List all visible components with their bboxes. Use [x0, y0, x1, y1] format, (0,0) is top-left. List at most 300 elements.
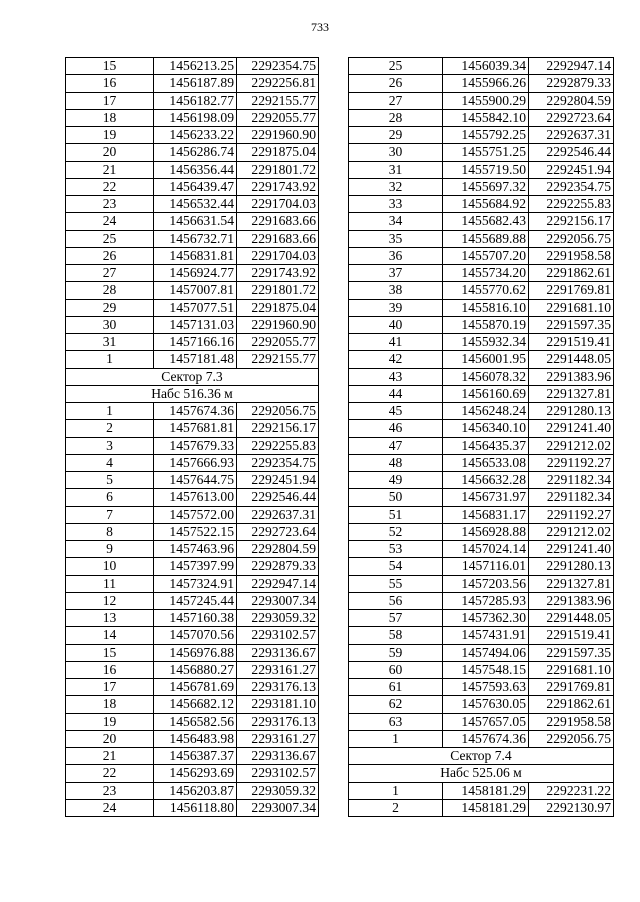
- y-coordinate-cell: 2293136.67: [237, 644, 319, 661]
- table-row: [66, 799, 319, 816]
- table-row: [349, 144, 614, 161]
- y-coordinate-cell: 2291801.72: [237, 161, 319, 178]
- x-coordinate-cell: 1456187.89: [154, 75, 237, 92]
- point-number-cell: 1: [66, 351, 154, 368]
- x-coordinate-cell: 1457245.44: [154, 592, 237, 609]
- point-number-cell: 27: [66, 265, 154, 282]
- point-number-cell: 5: [66, 472, 154, 489]
- x-coordinate-cell: 1455751.25: [443, 144, 529, 161]
- table-row: [349, 213, 614, 230]
- y-coordinate-cell: 2291704.03: [237, 247, 319, 264]
- x-coordinate-cell: 1455842.10: [443, 109, 529, 126]
- x-coordinate-cell: 1455734.20: [443, 265, 529, 282]
- y-coordinate-cell: 2292056.75: [529, 730, 614, 747]
- point-number-cell: 20: [66, 730, 154, 747]
- table-row: [349, 58, 614, 75]
- x-coordinate-cell: 1456976.88: [154, 644, 237, 661]
- point-number-cell: 36: [349, 247, 443, 264]
- y-coordinate-cell: 2291801.72: [237, 282, 319, 299]
- y-coordinate-cell: 2291192.27: [529, 454, 614, 471]
- y-coordinate-cell: 2293161.27: [237, 661, 319, 678]
- x-coordinate-cell: 1455684.92: [443, 196, 529, 213]
- point-number-cell: 53: [349, 541, 443, 558]
- table-row: [349, 610, 614, 627]
- table-row: [66, 230, 319, 247]
- y-coordinate-cell: 2293161.27: [237, 730, 319, 747]
- y-coordinate-cell: 2291862.61: [529, 696, 614, 713]
- table-row: [349, 92, 614, 109]
- y-coordinate-cell: 2292451.94: [237, 472, 319, 489]
- table-row: [66, 92, 319, 109]
- table-row: [349, 713, 614, 730]
- point-number-cell: 41: [349, 334, 443, 351]
- table-row: [349, 558, 614, 575]
- y-coordinate-cell: 2292947.14: [237, 575, 319, 592]
- x-coordinate-cell: 1457630.05: [443, 696, 529, 713]
- sector-elevation: Набс 525.06 м: [349, 765, 614, 782]
- point-number-cell: 4: [66, 454, 154, 471]
- table-row: [66, 75, 319, 92]
- coordinates-table-left: [65, 57, 319, 817]
- y-coordinate-cell: 2291448.05: [529, 610, 614, 627]
- x-coordinate-cell: 1457203.56: [443, 575, 529, 592]
- point-number-cell: 39: [349, 299, 443, 316]
- point-number-cell: 25: [66, 230, 154, 247]
- point-number-cell: 15: [66, 644, 154, 661]
- y-coordinate-cell: 2291212.02: [529, 437, 614, 454]
- y-coordinate-cell: 2292804.59: [529, 92, 614, 109]
- y-coordinate-cell: 2291681.10: [529, 661, 614, 678]
- x-coordinate-cell: 1457674.36: [154, 403, 237, 420]
- table-row: [349, 523, 614, 540]
- table-row: [66, 265, 319, 282]
- table-row: [349, 351, 614, 368]
- y-coordinate-cell: 2291519.41: [529, 334, 614, 351]
- table-row: [66, 472, 319, 489]
- point-number-cell: 25: [349, 58, 443, 75]
- x-coordinate-cell: 1456435.37: [443, 437, 529, 454]
- y-coordinate-cell: 2292354.75: [237, 454, 319, 471]
- x-coordinate-cell: 1456356.44: [154, 161, 237, 178]
- point-number-cell: 58: [349, 627, 443, 644]
- point-number-cell: 33: [349, 196, 443, 213]
- table-row: [66, 575, 319, 592]
- x-coordinate-cell: 1457285.93: [443, 592, 529, 609]
- x-coordinate-cell: 1457674.36: [443, 730, 529, 747]
- y-coordinate-cell: 2292130.97: [529, 799, 614, 816]
- table-row: [349, 437, 614, 454]
- table-row: [66, 334, 319, 351]
- y-coordinate-cell: 2291683.66: [237, 230, 319, 247]
- point-number-cell: 35: [349, 230, 443, 247]
- x-coordinate-cell: 1457494.06: [443, 644, 529, 661]
- sector-title: Сектор 7.3: [66, 368, 319, 385]
- y-coordinate-cell: 2291960.90: [237, 316, 319, 333]
- table-row: [66, 644, 319, 661]
- y-coordinate-cell: 2292354.75: [529, 178, 614, 195]
- y-coordinate-cell: 2292723.64: [529, 109, 614, 126]
- table-row: [66, 489, 319, 506]
- table-row: [66, 316, 319, 333]
- table-row: [66, 109, 319, 126]
- x-coordinate-cell: 1456078.32: [443, 368, 529, 385]
- x-coordinate-cell: 1456160.69: [443, 385, 529, 402]
- y-coordinate-cell: 2291769.81: [529, 679, 614, 696]
- table-row: [349, 782, 614, 799]
- table-row: [349, 230, 614, 247]
- x-coordinate-cell: 1456731.97: [443, 489, 529, 506]
- x-coordinate-cell: 1456340.10: [443, 420, 529, 437]
- y-coordinate-cell: 2291241.40: [529, 541, 614, 558]
- x-coordinate-cell: 1455816.10: [443, 299, 529, 316]
- table-row: [349, 661, 614, 678]
- y-coordinate-cell: 2291681.10: [529, 299, 614, 316]
- point-number-cell: 32: [349, 178, 443, 195]
- y-coordinate-cell: 2291192.27: [529, 506, 614, 523]
- point-number-cell: 22: [66, 765, 154, 782]
- point-number-cell: 29: [66, 299, 154, 316]
- table-row: [66, 523, 319, 540]
- x-coordinate-cell: 1456924.77: [154, 265, 237, 282]
- x-coordinate-cell: 1456233.22: [154, 127, 237, 144]
- table-row: [66, 713, 319, 730]
- point-number-cell: 15: [66, 58, 154, 75]
- x-coordinate-cell: 1456732.71: [154, 230, 237, 247]
- point-number-cell: 2: [349, 799, 443, 816]
- y-coordinate-cell: 2291960.90: [237, 127, 319, 144]
- x-coordinate-cell: 1457160.38: [154, 610, 237, 627]
- table-row: [349, 506, 614, 523]
- y-coordinate-cell: 2291704.03: [237, 196, 319, 213]
- table-row: [66, 679, 319, 696]
- point-number-cell: 18: [66, 696, 154, 713]
- x-coordinate-cell: 1456928.88: [443, 523, 529, 540]
- table-row: [349, 368, 614, 385]
- x-coordinate-cell: 1456483.98: [154, 730, 237, 747]
- x-coordinate-cell: 1457572.00: [154, 506, 237, 523]
- x-coordinate-cell: 1457181.48: [154, 351, 237, 368]
- x-coordinate-cell: 1456248.24: [443, 403, 529, 420]
- y-coordinate-cell: 2291862.61: [529, 265, 614, 282]
- point-number-cell: 62: [349, 696, 443, 713]
- point-number-cell: 12: [66, 592, 154, 609]
- x-coordinate-cell: 1457324.91: [154, 575, 237, 592]
- x-coordinate-cell: 1457593.63: [443, 679, 529, 696]
- point-number-cell: 23: [66, 782, 154, 799]
- point-number-cell: 26: [66, 247, 154, 264]
- point-number-cell: 29: [349, 127, 443, 144]
- x-coordinate-cell: 1456387.37: [154, 748, 237, 765]
- x-coordinate-cell: 1456582.56: [154, 713, 237, 730]
- y-coordinate-cell: 2291743.92: [237, 178, 319, 195]
- y-coordinate-cell: 2291280.13: [529, 403, 614, 420]
- y-coordinate-cell: 2292804.59: [237, 541, 319, 558]
- sector-header-row: [66, 385, 319, 402]
- x-coordinate-cell: 1457681.81: [154, 420, 237, 437]
- x-coordinate-cell: 1455770.62: [443, 282, 529, 299]
- table-row: [349, 541, 614, 558]
- x-coordinate-cell: 1456631.54: [154, 213, 237, 230]
- point-number-cell: 47: [349, 437, 443, 454]
- sector-elevation: Набс 516.36 м: [66, 385, 319, 402]
- point-number-cell: 61: [349, 679, 443, 696]
- x-coordinate-cell: 1456203.87: [154, 782, 237, 799]
- x-coordinate-cell: 1456293.69: [154, 765, 237, 782]
- point-number-cell: 6: [66, 489, 154, 506]
- sector-header-row: [349, 748, 614, 765]
- x-coordinate-cell: 1456198.09: [154, 109, 237, 126]
- table-row: [66, 765, 319, 782]
- table-row: [349, 799, 614, 816]
- point-number-cell: 45: [349, 403, 443, 420]
- y-coordinate-cell: 2293007.34: [237, 592, 319, 609]
- y-coordinate-cell: 2293176.13: [237, 713, 319, 730]
- table-row: [66, 420, 319, 437]
- y-coordinate-cell: 2293136.67: [237, 748, 319, 765]
- x-coordinate-cell: 1458181.29: [443, 782, 529, 799]
- table-row: [66, 127, 319, 144]
- table-row: [66, 454, 319, 471]
- table-row: [349, 109, 614, 126]
- x-coordinate-cell: 1457131.03: [154, 316, 237, 333]
- table-row: [66, 213, 319, 230]
- x-coordinate-cell: 1457024.14: [443, 541, 529, 558]
- x-coordinate-cell: 1455707.20: [443, 247, 529, 264]
- point-number-cell: 42: [349, 351, 443, 368]
- y-coordinate-cell: 2292056.75: [529, 230, 614, 247]
- y-coordinate-cell: 2291383.96: [529, 592, 614, 609]
- table-row: [66, 247, 319, 264]
- y-coordinate-cell: 2293059.32: [237, 610, 319, 627]
- y-coordinate-cell: 2292055.77: [237, 334, 319, 351]
- point-number-cell: 21: [66, 161, 154, 178]
- table-row: [349, 316, 614, 333]
- table-row: [349, 592, 614, 609]
- table-row: [66, 351, 319, 368]
- x-coordinate-cell: 1456182.77: [154, 92, 237, 109]
- y-coordinate-cell: 2291383.96: [529, 368, 614, 385]
- y-coordinate-cell: 2293102.57: [237, 765, 319, 782]
- table-row: [349, 696, 614, 713]
- y-coordinate-cell: 2293176.13: [237, 679, 319, 696]
- table-row: [66, 592, 319, 609]
- point-number-cell: 56: [349, 592, 443, 609]
- table-row: [349, 299, 614, 316]
- table-row: [66, 437, 319, 454]
- y-coordinate-cell: 2292156.17: [237, 420, 319, 437]
- table-row: [66, 610, 319, 627]
- x-coordinate-cell: 1455697.32: [443, 178, 529, 195]
- x-coordinate-cell: 1456682.12: [154, 696, 237, 713]
- y-coordinate-cell: 2292155.77: [237, 351, 319, 368]
- table-row: [349, 420, 614, 437]
- x-coordinate-cell: 1456781.69: [154, 679, 237, 696]
- point-number-cell: 48: [349, 454, 443, 471]
- y-coordinate-cell: 2292155.77: [237, 92, 319, 109]
- sector-header-row: [66, 368, 319, 385]
- table-row: [66, 299, 319, 316]
- point-number-cell: 30: [349, 144, 443, 161]
- x-coordinate-cell: 1457116.01: [443, 558, 529, 575]
- table-row: [66, 661, 319, 678]
- x-coordinate-cell: 1456532.44: [154, 196, 237, 213]
- y-coordinate-cell: 2291280.13: [529, 558, 614, 575]
- table-row: [349, 679, 614, 696]
- table-row: [349, 489, 614, 506]
- y-coordinate-cell: 2291448.05: [529, 351, 614, 368]
- table-row: [66, 541, 319, 558]
- x-coordinate-cell: 1457007.81: [154, 282, 237, 299]
- point-number-cell: 22: [66, 178, 154, 195]
- point-number-cell: 16: [66, 661, 154, 678]
- point-number-cell: 17: [66, 92, 154, 109]
- x-coordinate-cell: 1457463.96: [154, 541, 237, 558]
- point-number-cell: 19: [66, 713, 154, 730]
- point-number-cell: 14: [66, 627, 154, 644]
- y-coordinate-cell: 2292879.33: [529, 75, 614, 92]
- table-row: [349, 265, 614, 282]
- point-number-cell: 10: [66, 558, 154, 575]
- point-number-cell: 21: [66, 748, 154, 765]
- y-coordinate-cell: 2292156.17: [529, 213, 614, 230]
- y-coordinate-cell: 2291597.35: [529, 316, 614, 333]
- point-number-cell: 43: [349, 368, 443, 385]
- point-number-cell: 63: [349, 713, 443, 730]
- point-number-cell: 16: [66, 75, 154, 92]
- x-coordinate-cell: 1456880.27: [154, 661, 237, 678]
- y-coordinate-cell: 2291327.81: [529, 385, 614, 402]
- point-number-cell: 11: [66, 575, 154, 592]
- point-number-cell: 37: [349, 265, 443, 282]
- point-number-cell: 7: [66, 506, 154, 523]
- x-coordinate-cell: 1457077.51: [154, 299, 237, 316]
- point-number-cell: 1: [349, 782, 443, 799]
- x-coordinate-cell: 1455682.43: [443, 213, 529, 230]
- coordinates-table-right: [348, 57, 614, 817]
- table-row: [66, 748, 319, 765]
- point-number-cell: 54: [349, 558, 443, 575]
- y-coordinate-cell: 2291182.34: [529, 472, 614, 489]
- y-coordinate-cell: 2291743.92: [237, 265, 319, 282]
- point-number-cell: 30: [66, 316, 154, 333]
- table-row: [349, 334, 614, 351]
- y-coordinate-cell: 2292055.77: [237, 109, 319, 126]
- x-coordinate-cell: 1455870.19: [443, 316, 529, 333]
- point-number-cell: 28: [349, 109, 443, 126]
- x-coordinate-cell: 1457166.16: [154, 334, 237, 351]
- point-number-cell: 60: [349, 661, 443, 678]
- point-number-cell: 28: [66, 282, 154, 299]
- y-coordinate-cell: 2291769.81: [529, 282, 614, 299]
- y-coordinate-cell: 2292255.83: [237, 437, 319, 454]
- y-coordinate-cell: 2291182.34: [529, 489, 614, 506]
- point-number-cell: 34: [349, 213, 443, 230]
- point-number-cell: 2: [66, 420, 154, 437]
- y-coordinate-cell: 2292947.14: [529, 58, 614, 75]
- x-coordinate-cell: 1456632.28: [443, 472, 529, 489]
- point-number-cell: 17: [66, 679, 154, 696]
- x-coordinate-cell: 1456286.74: [154, 144, 237, 161]
- page-number: 733: [311, 20, 329, 34]
- y-coordinate-cell: 2291519.41: [529, 627, 614, 644]
- x-coordinate-cell: 1455719.50: [443, 161, 529, 178]
- table-row: [349, 178, 614, 195]
- table-row: [66, 730, 319, 747]
- table-row: [349, 196, 614, 213]
- table-row: [66, 58, 319, 75]
- point-number-cell: 40: [349, 316, 443, 333]
- y-coordinate-cell: 2292723.64: [237, 523, 319, 540]
- point-number-cell: 52: [349, 523, 443, 540]
- y-coordinate-cell: 2291875.04: [237, 299, 319, 316]
- x-coordinate-cell: 1457431.91: [443, 627, 529, 644]
- table-row: [349, 403, 614, 420]
- x-coordinate-cell: 1457657.05: [443, 713, 529, 730]
- y-coordinate-cell: 2291241.40: [529, 420, 614, 437]
- x-coordinate-cell: 1456118.80: [154, 799, 237, 816]
- table-row: [66, 161, 319, 178]
- x-coordinate-cell: 1457644.75: [154, 472, 237, 489]
- point-number-cell: 23: [66, 196, 154, 213]
- x-coordinate-cell: 1455792.25: [443, 127, 529, 144]
- y-coordinate-cell: 2291212.02: [529, 523, 614, 540]
- y-coordinate-cell: 2292056.75: [237, 403, 319, 420]
- point-number-cell: 46: [349, 420, 443, 437]
- y-coordinate-cell: 2292354.75: [237, 58, 319, 75]
- table-row: [349, 127, 614, 144]
- table-row: [349, 575, 614, 592]
- table-row: [66, 144, 319, 161]
- y-coordinate-cell: 2291958.58: [529, 713, 614, 730]
- point-number-cell: 9: [66, 541, 154, 558]
- x-coordinate-cell: 1456831.17: [443, 506, 529, 523]
- point-number-cell: 55: [349, 575, 443, 592]
- table-row: [349, 627, 614, 644]
- x-coordinate-cell: 1456831.81: [154, 247, 237, 264]
- table-row: [349, 472, 614, 489]
- table-row: [66, 696, 319, 713]
- y-coordinate-cell: 2293181.10: [237, 696, 319, 713]
- point-number-cell: 57: [349, 610, 443, 627]
- table-row: [66, 506, 319, 523]
- x-coordinate-cell: 1456001.95: [443, 351, 529, 368]
- x-coordinate-cell: 1457070.56: [154, 627, 237, 644]
- table-row: [349, 730, 614, 747]
- x-coordinate-cell: 1457362.30: [443, 610, 529, 627]
- x-coordinate-cell: 1456213.25: [154, 58, 237, 75]
- y-coordinate-cell: 2292546.44: [529, 144, 614, 161]
- table-row: [66, 196, 319, 213]
- point-number-cell: 31: [66, 334, 154, 351]
- table-row: [349, 247, 614, 264]
- table-row: [66, 403, 319, 420]
- y-coordinate-cell: 2293007.34: [237, 799, 319, 816]
- x-coordinate-cell: 1457397.99: [154, 558, 237, 575]
- x-coordinate-cell: 1455966.26: [443, 75, 529, 92]
- y-coordinate-cell: 2292256.81: [237, 75, 319, 92]
- point-number-cell: 44: [349, 385, 443, 402]
- point-number-cell: 1: [349, 730, 443, 747]
- table-row: [349, 454, 614, 471]
- y-coordinate-cell: 2292451.94: [529, 161, 614, 178]
- table-row: [349, 385, 614, 402]
- table-row: [349, 282, 614, 299]
- x-coordinate-cell: 1455689.88: [443, 230, 529, 247]
- point-number-cell: 51: [349, 506, 443, 523]
- x-coordinate-cell: 1456439.47: [154, 178, 237, 195]
- x-coordinate-cell: 1457679.33: [154, 437, 237, 454]
- point-number-cell: 1: [66, 403, 154, 420]
